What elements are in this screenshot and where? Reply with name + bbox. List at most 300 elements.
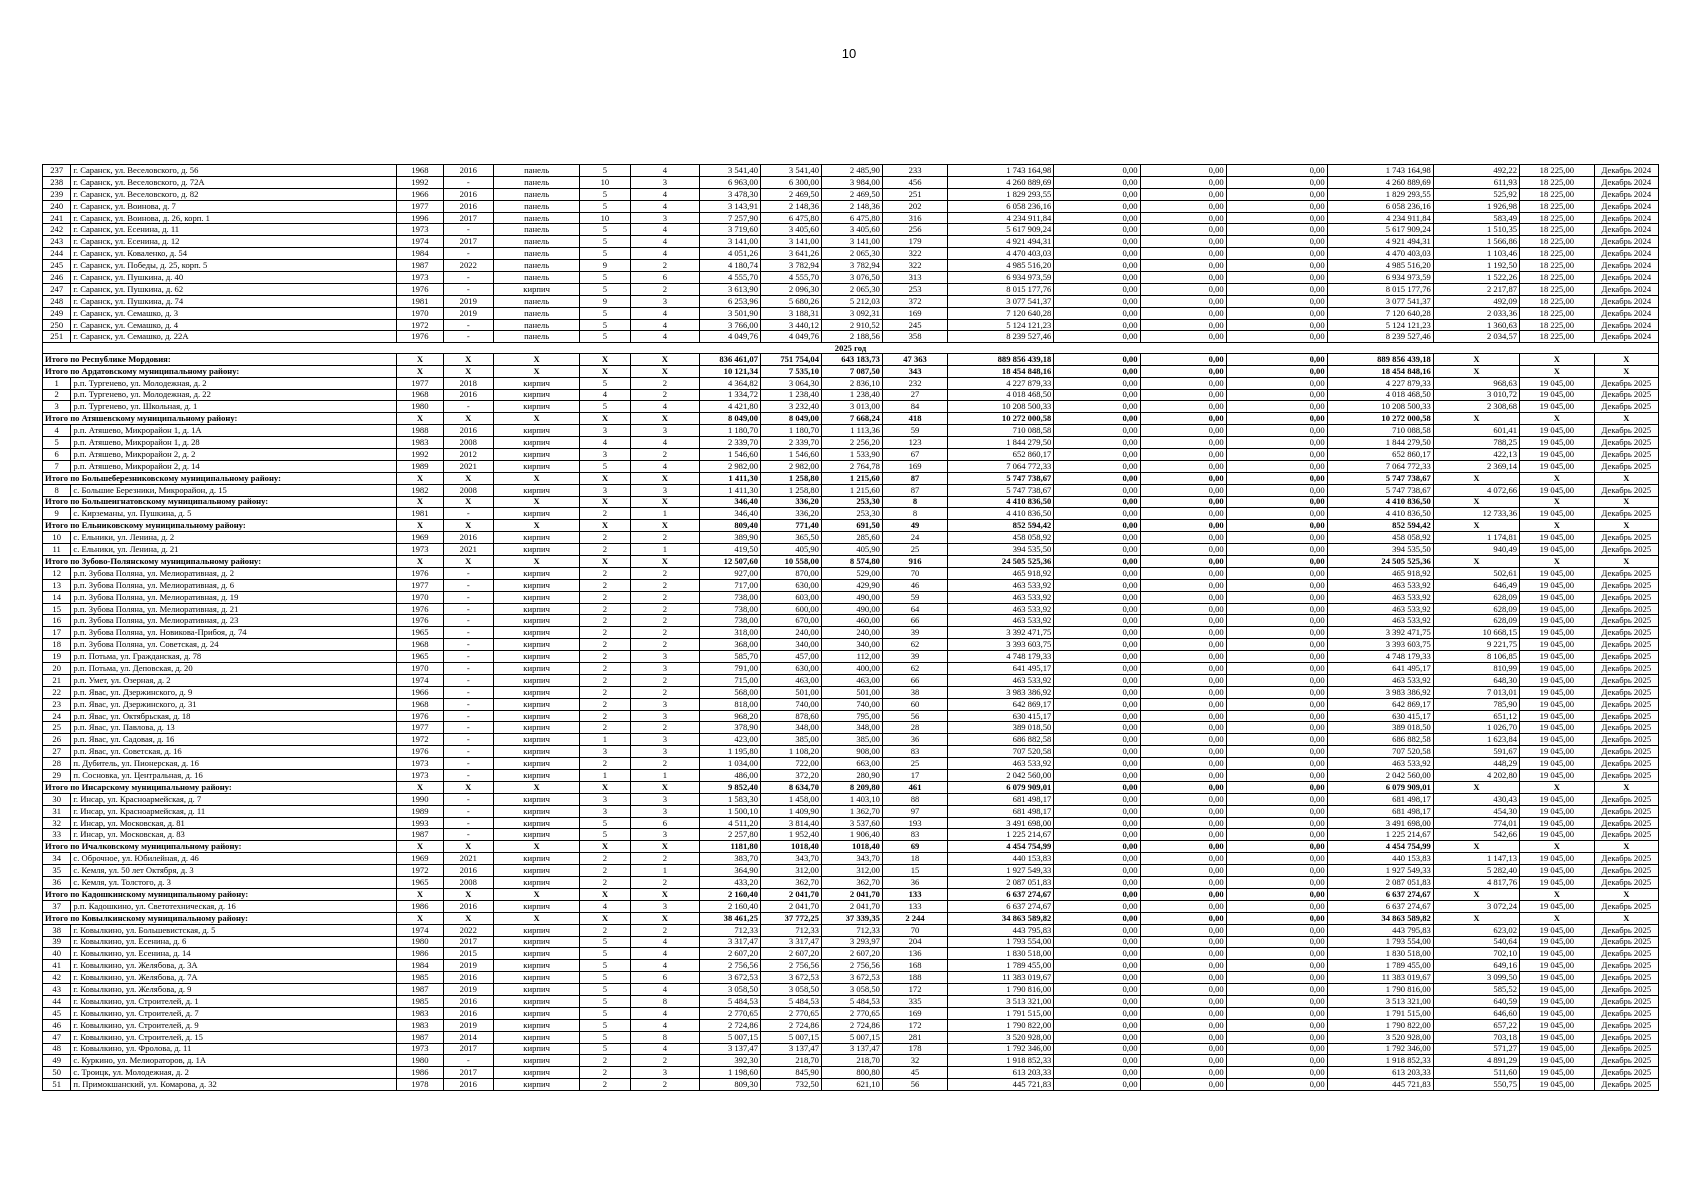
table-cell: 2019 — [443, 984, 493, 996]
table-cell: 0,00 — [1140, 770, 1226, 782]
table-cell: 2 — [580, 877, 630, 889]
table-cell: Декабрь 2025 — [1594, 722, 1658, 734]
table-cell: 1977 — [397, 377, 443, 389]
table-cell: 5 — [580, 224, 630, 236]
table-cell: 0,00 — [1226, 437, 1327, 449]
table-cell: 37 — [43, 900, 71, 912]
subtotal-cell: 852 594,42 — [1327, 520, 1433, 532]
table-cell: 250 — [43, 319, 71, 331]
table-cell: 5 124 121,23 — [948, 319, 1054, 331]
table-row — [43, 805, 1659, 817]
table-cell: 3 513 321,00 — [1327, 995, 1433, 1007]
subtotal-cell: X — [494, 781, 580, 793]
table-row — [43, 674, 1659, 686]
table-cell: 1974 — [397, 236, 443, 248]
table-cell: 32 — [882, 1055, 947, 1067]
table-cell: 0,00 — [1054, 484, 1140, 496]
table-cell: 0,00 — [1140, 591, 1226, 603]
table-cell: 0,00 — [1140, 817, 1226, 829]
table-cell: 3 513 321,00 — [948, 995, 1054, 1007]
table-cell: Декабрь 2025 — [1594, 793, 1658, 805]
table-cell: 243 — [43, 236, 71, 248]
table-cell: 5 212,03 — [821, 295, 882, 307]
subtotal-cell: X — [1594, 888, 1658, 900]
table-cell: 1 — [630, 508, 699, 520]
table-cell: 4 — [630, 1019, 699, 1031]
table-cell: г. Ковылкино, ул. Большевистская, д. 5 — [71, 924, 397, 936]
subtotal-cell: X — [1594, 841, 1658, 853]
table-cell: р.п. Зубова Поляна, ул. Советская, д. 24 — [71, 639, 397, 651]
subtotal-cell: 0,00 — [1054, 556, 1140, 568]
table-cell: 1 192,50 — [1433, 260, 1519, 272]
subtotal-cell: 0,00 — [1226, 413, 1327, 425]
table-cell: Декабрь 2025 — [1594, 389, 1658, 401]
table-cell: 2 339,70 — [700, 437, 761, 449]
table-cell: 3 317,47 — [761, 936, 822, 948]
table-cell: 707 520,58 — [948, 746, 1054, 758]
table-cell: Декабрь 2025 — [1594, 770, 1658, 782]
table-cell: 36 — [882, 734, 947, 746]
subtotal-row — [43, 912, 1659, 924]
table-cell: Декабрь 2025 — [1594, 425, 1658, 437]
subtotal-cell: X — [580, 912, 630, 924]
table-cell: 364,90 — [700, 865, 761, 877]
table-cell: 0,00 — [1054, 829, 1140, 841]
table-cell: Декабрь 2025 — [1594, 401, 1658, 413]
subtotal-cell: 10 121,34 — [700, 365, 761, 377]
table-cell: 4 — [630, 331, 699, 343]
table-cell: 4 227 879,33 — [1327, 377, 1433, 389]
table-cell: - — [443, 793, 493, 805]
table-cell: р.п. Зубова Поляна, ул. Новикова-Прибоя, д. 74 — [71, 627, 397, 639]
table-cell: 4 — [630, 936, 699, 948]
table-cell: 0,00 — [1226, 924, 1327, 936]
table-cell: 0,00 — [1140, 615, 1226, 627]
table-cell: 774,01 — [1433, 817, 1519, 829]
table-cell: 3 143,91 — [700, 200, 761, 212]
table-cell: 19 045,00 — [1520, 651, 1595, 663]
table-cell: 3 440,12 — [761, 319, 822, 331]
table-cell: 19 045,00 — [1520, 591, 1595, 603]
table-cell: 1 510,35 — [1433, 224, 1519, 236]
table-cell: 5 — [580, 283, 630, 295]
table-cell: Декабрь 2025 — [1594, 877, 1658, 889]
table-cell: 5 — [580, 984, 630, 996]
table-cell: 11 383 019,67 — [948, 972, 1054, 984]
table-cell: 2 — [580, 1079, 630, 1091]
table-cell: 4 891,29 — [1433, 1055, 1519, 1067]
table-cell: 19 045,00 — [1520, 817, 1595, 829]
table-cell: 19 045,00 — [1520, 1043, 1595, 1055]
table-cell: 440 153,83 — [948, 853, 1054, 865]
table-cell: 0,00 — [1226, 829, 1327, 841]
table-cell: кирпич — [494, 544, 580, 556]
table-cell: 0,00 — [1140, 200, 1226, 212]
table-cell: 0,00 — [1140, 437, 1226, 449]
table-cell: Декабрь 2025 — [1594, 817, 1658, 829]
table-cell: Декабрь 2025 — [1594, 900, 1658, 912]
table-cell: 1983 — [397, 1007, 443, 1019]
subtotal-cell: 0,00 — [1226, 888, 1327, 900]
subtotal-cell: 0,00 — [1054, 496, 1140, 508]
table-cell: 0,00 — [1140, 389, 1226, 401]
table-cell: 1 — [630, 770, 699, 782]
subtotal-row — [43, 472, 1659, 484]
table-cell: 0,00 — [1140, 1031, 1226, 1043]
table-cell: 19 045,00 — [1520, 722, 1595, 734]
table-cell: 19 045,00 — [1520, 508, 1595, 520]
table-cell: 419,50 — [700, 544, 761, 556]
table-cell: 0,00 — [1226, 746, 1327, 758]
table-cell: 4 234 911,84 — [1327, 212, 1433, 224]
table-cell: 652 860,17 — [1327, 448, 1433, 460]
table-cell: 0,00 — [1054, 544, 1140, 556]
subtotal-cell: X — [397, 556, 443, 568]
table-cell: 1969 — [397, 532, 443, 544]
table-cell: 1 522,26 — [1433, 272, 1519, 284]
table-cell: 0,00 — [1140, 793, 1226, 805]
table-cell: 2 — [580, 508, 630, 520]
table-cell: кирпич — [494, 686, 580, 698]
subtotal-cell: X — [580, 413, 630, 425]
table-cell: 1970 — [397, 591, 443, 603]
table-cell: Декабрь 2025 — [1594, 1067, 1658, 1079]
table-cell: 2016 — [443, 972, 493, 984]
table-cell: 1 360,63 — [1433, 319, 1519, 331]
table-cell: 0,00 — [1140, 176, 1226, 188]
table-cell: 0,00 — [1140, 698, 1226, 710]
table-cell: Декабрь 2025 — [1594, 758, 1658, 770]
table-cell: Декабрь 2025 — [1594, 865, 1658, 877]
table-cell: 2 — [580, 532, 630, 544]
table-cell: 642 869,17 — [948, 698, 1054, 710]
table-cell: 11 — [43, 544, 71, 556]
table-cell: 4 — [630, 307, 699, 319]
table-cell: 0,00 — [1140, 1067, 1226, 1079]
table-cell: 0,00 — [1054, 236, 1140, 248]
table-cell: 1 411,30 — [700, 484, 761, 496]
table-cell: 18 225,00 — [1520, 200, 1595, 212]
table-cell: 15 — [43, 603, 71, 615]
table-cell: 246 — [43, 272, 71, 284]
table-cell: 0,00 — [1226, 960, 1327, 972]
table-cell: 6 963,00 — [700, 176, 761, 188]
table-cell: 19 045,00 — [1520, 686, 1595, 698]
table-cell: 703,18 — [1433, 1031, 1519, 1043]
table-cell: 1 789 455,00 — [1327, 960, 1433, 972]
table-cell: Декабрь 2024 — [1594, 224, 1658, 236]
table-cell: кирпич — [494, 877, 580, 889]
table-row — [43, 746, 1659, 758]
table-cell: с. Ельники, ул. Ленина, д. 21 — [71, 544, 397, 556]
table-cell: 2019 — [443, 307, 493, 319]
subtotal-cell: X — [1520, 413, 1595, 425]
table-cell: 2 — [580, 710, 630, 722]
subtotal-cell: X — [443, 912, 493, 924]
table-cell: 2 034,57 — [1433, 331, 1519, 343]
table-cell: - — [443, 224, 493, 236]
table-cell: Декабрь 2025 — [1594, 734, 1658, 746]
subtotal-cell: 0,00 — [1226, 353, 1327, 365]
table-row — [43, 401, 1659, 413]
table-cell: 133 — [882, 900, 947, 912]
table-cell: 3 141,00 — [700, 236, 761, 248]
table-cell: 628,09 — [1433, 603, 1519, 615]
table-cell: 25 — [43, 722, 71, 734]
table-cell: 241 — [43, 212, 71, 224]
table-cell: 3 — [630, 651, 699, 663]
subtotal-cell: 0,00 — [1054, 365, 1140, 377]
table-cell: 3 392 471,75 — [1327, 627, 1433, 639]
subtotal-cell: 916 — [882, 556, 947, 568]
table-cell: 0,00 — [1054, 448, 1140, 460]
table-cell: 0,00 — [1054, 936, 1140, 948]
table-cell: - — [443, 686, 493, 698]
table-cell: 628,09 — [1433, 591, 1519, 603]
table-cell: 681 498,17 — [948, 805, 1054, 817]
table-row — [43, 437, 1659, 449]
subtotal-cell: X — [494, 472, 580, 484]
table-cell: 0,00 — [1226, 508, 1327, 520]
subtotal-cell: 4 410 836,50 — [1327, 496, 1433, 508]
table-cell: 0,00 — [1226, 793, 1327, 805]
table-cell: 641 495,17 — [1327, 663, 1433, 675]
table-cell: 1 918 852,33 — [1327, 1055, 1433, 1067]
table-cell: Декабрь 2025 — [1594, 544, 1658, 556]
subtotal-cell: 2 041,70 — [821, 888, 882, 900]
table-cell: 571,27 — [1433, 1043, 1519, 1055]
table-cell: - — [443, 627, 493, 639]
table-cell: 3 — [580, 793, 630, 805]
table-cell: 3 405,60 — [821, 224, 882, 236]
table-cell: 84 — [882, 401, 947, 413]
table-row — [43, 307, 1659, 319]
table-cell: 3 010,72 — [1433, 389, 1519, 401]
table-cell: 30 — [43, 793, 71, 805]
subtotal-cell: 418 — [882, 413, 947, 425]
table-cell: 0,00 — [1226, 686, 1327, 698]
table-cell: 490,00 — [821, 591, 882, 603]
subtotal-cell: 0,00 — [1140, 841, 1226, 853]
table-row — [43, 460, 1659, 472]
table-cell: с. Оброчное, ул. Юбилейная, д. 46 — [71, 853, 397, 865]
table-cell: 712,33 — [700, 924, 761, 936]
table-cell: 1 403,10 — [821, 793, 882, 805]
table-cell: 1 180,70 — [700, 425, 761, 437]
table-cell: 179 — [882, 236, 947, 248]
table-cell: 5 747 738,67 — [1327, 484, 1433, 496]
subtotal-cell: X — [397, 472, 443, 484]
table-cell: 5 617 909,24 — [948, 224, 1054, 236]
table-cell: р.п. Зубова Поляна, ул. Мелиоративная, д. 21 — [71, 603, 397, 615]
table-row — [43, 853, 1659, 865]
subtotal-cell: X — [397, 912, 443, 924]
table-cell: 0,00 — [1140, 425, 1226, 437]
table-cell: 0,00 — [1054, 995, 1140, 1007]
subtotal-cell: 0,00 — [1226, 365, 1327, 377]
table-cell: 0,00 — [1226, 377, 1327, 389]
table-cell: 4 470 403,03 — [948, 248, 1054, 260]
table-row — [43, 508, 1659, 520]
table-row — [43, 698, 1659, 710]
table-cell: 870,00 — [761, 567, 822, 579]
table-cell: 19 045,00 — [1520, 1055, 1595, 1067]
table-cell: 1965 — [397, 627, 443, 639]
table-cell: 2 148,36 — [821, 200, 882, 212]
table-cell: 3 520 928,00 — [1327, 1031, 1433, 1043]
table-cell: 405,90 — [821, 544, 882, 556]
table-cell: - — [443, 508, 493, 520]
table-cell: 19 045,00 — [1520, 437, 1595, 449]
table-row — [43, 865, 1659, 877]
table-cell: кирпич — [494, 484, 580, 496]
table-cell: 3 983 386,92 — [948, 686, 1054, 698]
table-cell: 1 195,80 — [700, 746, 761, 758]
table-cell: 18 225,00 — [1520, 224, 1595, 236]
subtotal-cell: X — [1520, 353, 1595, 365]
table-cell: 463 533,92 — [948, 615, 1054, 627]
table-cell: 19 045,00 — [1520, 734, 1595, 746]
table-cell: 2016 — [443, 165, 493, 177]
subtotal-cell: X — [494, 888, 580, 900]
table-cell: 0,00 — [1054, 377, 1140, 389]
table-cell: 927,00 — [700, 567, 761, 579]
table-cell: 1 — [630, 544, 699, 556]
table-cell: 968,63 — [1433, 377, 1519, 389]
table-cell: 463 533,92 — [1327, 758, 1433, 770]
table-cell: 0,00 — [1054, 734, 1140, 746]
table-cell: г. Саранск, ул. Воинова, д. 26, корп. 1 — [71, 212, 397, 224]
table-cell: 1 — [630, 865, 699, 877]
table-cell: 19 045,00 — [1520, 639, 1595, 651]
table-cell: г. Ковылкино, ул. Строителей, д. 7 — [71, 1007, 397, 1019]
table-cell: 2 — [630, 686, 699, 698]
table-cell: 23 — [43, 698, 71, 710]
table-cell: 740,00 — [761, 698, 822, 710]
table-cell: 651,12 — [1433, 710, 1519, 722]
table-cell: 0,00 — [1140, 448, 1226, 460]
table-cell: 0,00 — [1054, 260, 1140, 272]
table-cell: 2 770,65 — [700, 1007, 761, 1019]
table-cell: 1981 — [397, 295, 443, 307]
subtotal-cell: X — [443, 496, 493, 508]
table-cell: 7 120 640,28 — [948, 307, 1054, 319]
subtotal-row — [43, 781, 1659, 793]
table-cell: 0,00 — [1226, 579, 1327, 591]
table-cell: 2 724,86 — [821, 1019, 882, 1031]
table-cell: Декабрь 2025 — [1594, 1079, 1658, 1091]
subtotal-cell: X — [494, 520, 580, 532]
table-cell: 5 — [580, 829, 630, 841]
table-cell: 3 — [580, 484, 630, 496]
table-cell: кирпич — [494, 591, 580, 603]
subtotal-cell: X — [580, 888, 630, 900]
table-cell: 0,00 — [1140, 805, 1226, 817]
table-cell: 0,00 — [1226, 1043, 1327, 1055]
table-cell: 18 225,00 — [1520, 260, 1595, 272]
table-cell: 4 — [630, 1007, 699, 1019]
table-cell: 2 724,86 — [761, 1019, 822, 1031]
subtotal-cell: X — [1594, 556, 1658, 568]
table-cell: Декабрь 2024 — [1594, 307, 1658, 319]
subtotal-cell: 4 410 836,50 — [948, 496, 1054, 508]
table-cell: 0,00 — [1054, 627, 1140, 639]
table-cell: 340,00 — [821, 639, 882, 651]
subtotal-cell: 0,00 — [1054, 413, 1140, 425]
table-cell: 710 088,58 — [948, 425, 1054, 437]
table-cell: 19 045,00 — [1520, 377, 1595, 389]
table-cell: 237 — [43, 165, 71, 177]
table-cell: 0,00 — [1140, 674, 1226, 686]
subtotal-cell: 8 209,80 — [821, 781, 882, 793]
table-cell: кирпич — [494, 579, 580, 591]
subtotal-cell: X — [1433, 472, 1519, 484]
table-cell: 1972 — [397, 734, 443, 746]
table-cell: 2 — [630, 448, 699, 460]
table-cell: 3 — [630, 829, 699, 841]
table-cell: 443 795,83 — [1327, 924, 1433, 936]
table-row — [43, 1031, 1659, 1043]
subtotal-cell: 0,00 — [1140, 912, 1226, 924]
table-row — [43, 936, 1659, 948]
table-cell: 5 617 909,24 — [1327, 224, 1433, 236]
table-cell: 3 501,90 — [700, 307, 761, 319]
table-cell: Декабрь 2024 — [1594, 295, 1658, 307]
subtotal-cell: X — [397, 413, 443, 425]
subtotal-cell: 6 637 274,67 — [1327, 888, 1433, 900]
table-cell: 463 533,92 — [1327, 603, 1433, 615]
table-cell: 3 — [630, 484, 699, 496]
table-cell: 1969 — [397, 853, 443, 865]
table-cell: 365,50 — [761, 532, 822, 544]
table-cell: 4 018 468,50 — [1327, 389, 1433, 401]
table-cell: Декабрь 2025 — [1594, 1007, 1658, 1019]
subtotal-cell: X — [1594, 912, 1658, 924]
subtotal-cell: X — [1433, 353, 1519, 365]
subtotal-cell: X — [580, 472, 630, 484]
subtotal-cell: X — [397, 365, 443, 377]
table-cell: - — [443, 591, 493, 603]
subtotal-cell: 1018,40 — [761, 841, 822, 853]
table-cell: 247 — [43, 283, 71, 295]
subtotal-cell: 0,00 — [1054, 888, 1140, 900]
table-cell: 646,60 — [1433, 1007, 1519, 1019]
table-cell: 21 — [43, 674, 71, 686]
table-cell: Декабрь 2025 — [1594, 853, 1658, 865]
table-row — [43, 995, 1659, 1007]
table-cell: 2016 — [443, 425, 493, 437]
table-cell: 19 045,00 — [1520, 948, 1595, 960]
table-cell: 318,00 — [700, 627, 761, 639]
table-cell: 0,00 — [1226, 615, 1327, 627]
table-cell: с. Троицк, ул. Молодежная, д. 2 — [71, 1067, 397, 1079]
table-cell: 0,00 — [1140, 984, 1226, 996]
table-cell: 0,00 — [1140, 603, 1226, 615]
table-cell: 312,00 — [761, 865, 822, 877]
table-cell: 648,30 — [1433, 674, 1519, 686]
table-cell: 712,33 — [761, 924, 822, 936]
table-cell: 2 910,52 — [821, 319, 882, 331]
table-cell: 3 — [580, 448, 630, 460]
table-cell: 4 072,66 — [1433, 484, 1519, 496]
subtotal-cell: X — [1433, 365, 1519, 377]
table-cell: 19 045,00 — [1520, 1067, 1595, 1079]
table-cell: 0,00 — [1054, 900, 1140, 912]
table-row — [43, 377, 1659, 389]
table-cell: 1 790 822,00 — [1327, 1019, 1433, 1031]
table-cell: 1 198,60 — [700, 1067, 761, 1079]
table-cell: 0,00 — [1054, 615, 1140, 627]
